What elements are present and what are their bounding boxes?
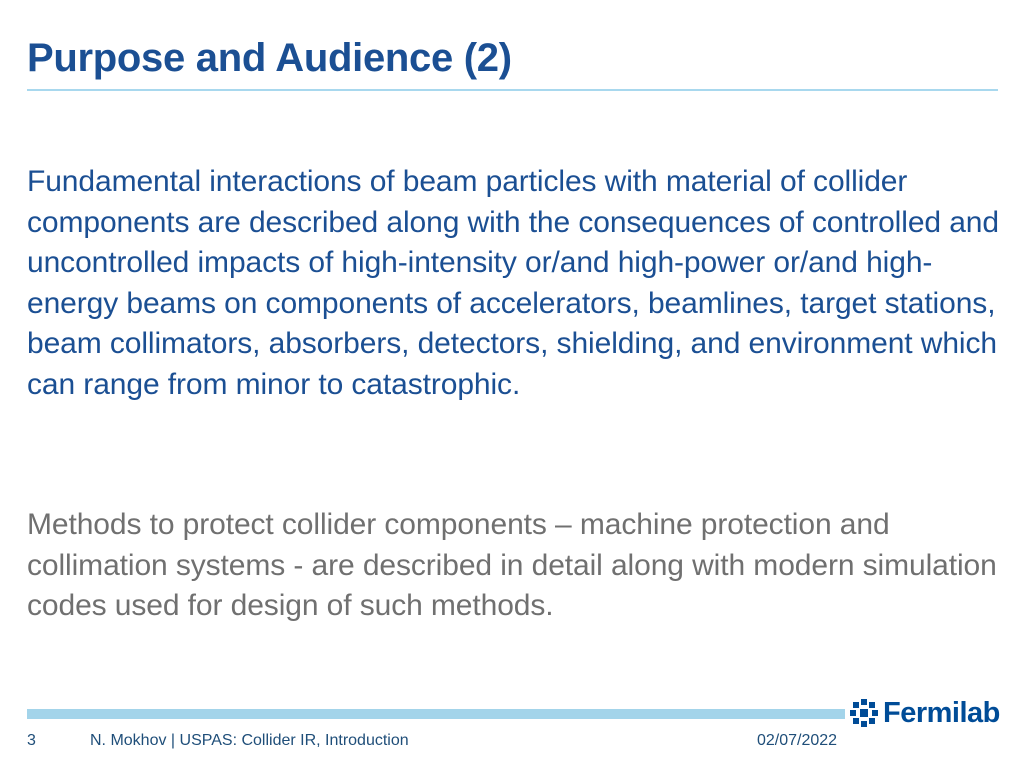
footer-label: N. Mokhov | USPAS: Collider IR, Introduction bbox=[90, 732, 409, 749]
page-number: 3 bbox=[27, 732, 36, 749]
title-underline bbox=[27, 89, 998, 91]
logo-wordmark: Fermilab bbox=[883, 697, 1000, 729]
fermilab-logo-icon bbox=[850, 699, 878, 727]
footer-date: 02/07/2022 bbox=[757, 732, 838, 749]
footer-bar bbox=[27, 709, 845, 719]
fermilab-logo bbox=[850, 695, 1010, 731]
body-paragraph-primary: Fundamental interactions of beam particles with material of collider components are described along with the consequences of controlled and uncontrolled impacts of high-intensity or/and high-power or/and high-energy beams on components of accelerators, beamlines, target stations, beam collimators, absorbers, detectors, shielding, and environment which can range from minor to catastrophic. bbox=[27, 165, 999, 401]
body-paragraph-secondary: Methods to protect collider components – machine protection and collimation systems - are described in detail along with modern simulation codes used for design of such methods. bbox=[27, 508, 997, 623]
slide-title: Purpose and Audience (2) bbox=[27, 36, 512, 80]
